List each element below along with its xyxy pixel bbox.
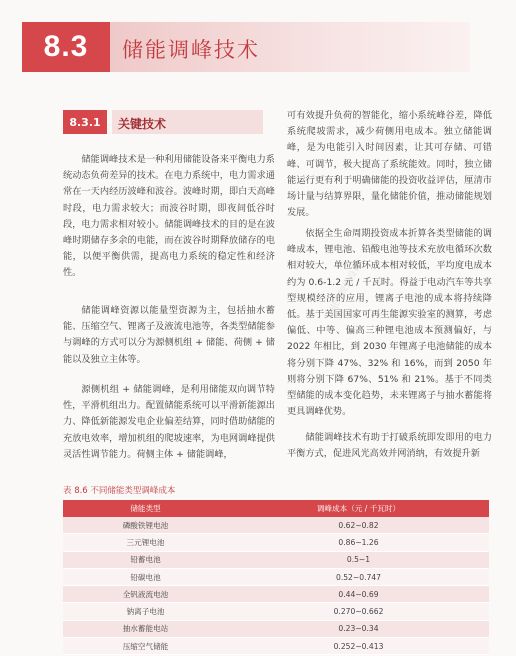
table-row xyxy=(63,534,489,551)
table-row xyxy=(63,620,489,637)
table-caption: 表 8.6 不同储能类型调峰成本 xyxy=(63,486,176,496)
table-cell-type: 全钒液流电池 xyxy=(63,586,228,603)
table-cell-type: 钠离子电池 xyxy=(63,603,228,620)
table-cell-cost: 0.62~0.82 xyxy=(228,517,489,534)
table-row xyxy=(63,551,489,568)
subsection-number: 8.3.1 xyxy=(63,110,107,134)
table-cell-cost: 0.5~1 xyxy=(228,551,489,568)
table-cell-type: 压缩空气储能 xyxy=(63,638,228,655)
section-title: 储能调峰技术 xyxy=(122,38,260,62)
table-cell-type: 铅蓄电池 xyxy=(63,551,228,568)
table-header-type: 储能类型 xyxy=(63,500,228,517)
table-row xyxy=(63,568,489,585)
subsection-title: 关键技术 xyxy=(118,117,167,131)
right-paragraph-3: 储能调峰技术有助于打破系统即发即用的电力平衡方式，促进风光高效并网消纳，有效提升新 xyxy=(287,432,492,460)
left-paragraph-2: 储能调峰资源以能量型资源为主，包括抽水蓄能、压缩空气、锂离子及液流电池等，各类型储能参与调峰的方式可以分为源侧机组 + 储能、荷侧 + 储能以及独立主体等。 xyxy=(63,305,275,365)
table-row xyxy=(63,586,489,603)
section-number: 8.3 xyxy=(22,22,110,72)
left-paragraph-1: 储能调峰技术是一种利用储能设备来平衡电力系统动态负荷差异的技术。在电力系统中，电力需求通常在一天内经历波峰和波谷。波峰时期，即白天高峰时段，电力需求较大；而波谷时期，即夜间低谷时段，电力需求相对较小。储能调峰技术的目的是在波峰时期储存多余的电能，而在波谷时期释放储存的电能，以便平衡供需，提高电力系统的稳定性和经济性。 xyxy=(63,154,275,279)
table-cell-cost: 0.252~0.413 xyxy=(228,638,489,655)
table-cell-cost: 0.23~0.34 xyxy=(228,620,489,637)
watermark: 电力规划设计 xyxy=(328,261,365,314)
table-cell-cost: 0.86~1.26 xyxy=(228,534,489,551)
subsection-divider xyxy=(107,110,112,134)
table-cell-cost: 0.270~0.662 xyxy=(228,603,489,620)
table-cell-type: 三元锂电池 xyxy=(63,534,228,551)
table-cell-cost: 0.52~0.747 xyxy=(228,568,489,585)
right-paragraph-2: 依据全生命周期投资成本折算各类型储能的调峰成本，锂电池、铅酸电池等技术充放电循环次数相对较大，单位循环成本相对较低，平均度电成本约为 0.6-1.2 元 / 千瓦时。得益于电动汽车等共享型规模经济的应用，锂离子电池的成本将持续降低。基于美国国家可再生能源实验室的测算，考虑偏低、中等、偏高三种锂电池成本预测偏好，与 2022 年相比，到 2030 年锂离子电池储能的成本将分别下降 47%、32% 和 16%，而到 2050 年则将分别下降 67%、51% 和 21%。基于不同类型储能的成本变化趋势，未来锂离子与抽水蓄能将更具调峰优势。 xyxy=(287,228,492,418)
right-paragraph-1: 可有效提升负荷的智能化，缩小系统峰谷差，降低系统爬坡需求，减少荷侧用电成本。独立储能调峰，是为电能引入时间因素，让其可存储、可错峰、可调节，极大提高了系统能效。同时，独立储能运行更有利于明确储能的投资收益评估，厘清市场计量与结算界限，量化储能价值，推动储能规划发展。 xyxy=(287,110,492,219)
table-header-cost: 调峰成本（元 / 千瓦时） xyxy=(228,500,489,517)
table-cell-type: 磷酸铁锂电池 xyxy=(63,517,228,534)
table-row xyxy=(63,603,489,620)
table-cell-type: 抽水蓄能电站 xyxy=(63,620,228,637)
table-cell-cost: 0.44~0.69 xyxy=(228,586,489,603)
table-cell-type: 铅碳电池 xyxy=(63,568,228,585)
table-row xyxy=(63,517,489,534)
table-row xyxy=(63,638,489,655)
cost-table xyxy=(63,500,489,655)
table-header-row xyxy=(63,500,489,517)
left-paragraph-3: 源侧机组 + 储能调峰，是利用储能双向调节特性，平滑机组出力。配置储能系统可以平滑新能源出力、降低新能源发电企业偏差结算，同时借助储能的充放电效率，增加机组的爬坡速率，为电网调峰提供灵活性调节能力。荷侧主体 + 储能调峰， xyxy=(63,384,275,460)
